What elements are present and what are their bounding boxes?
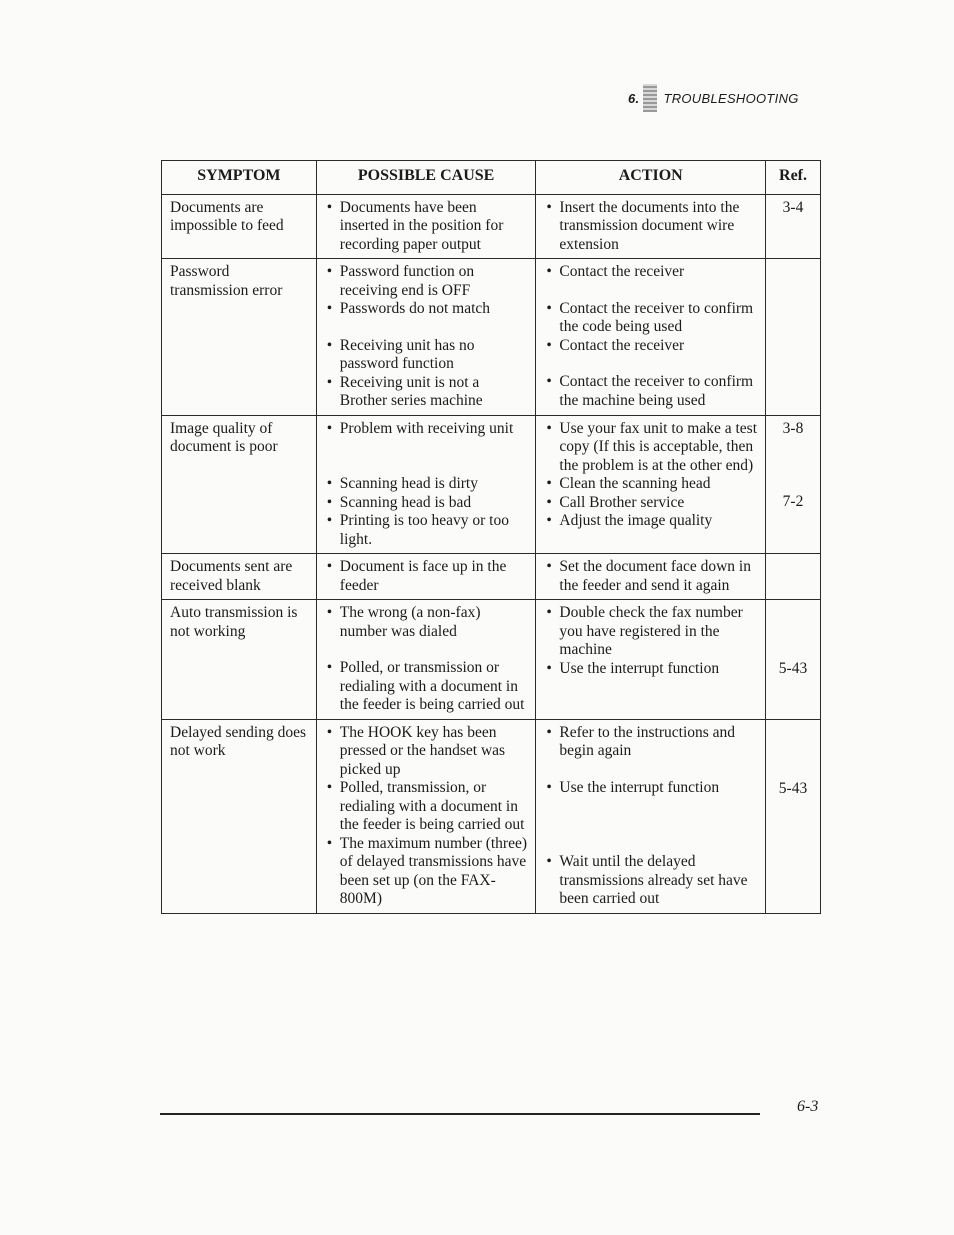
symptom-cell: Image quality of document is poor (162, 415, 317, 554)
ref-cell (766, 554, 821, 600)
cause-item: • The maximum number (three) of delayed transmissions have been set up (on the FAX-800M) (325, 835, 530, 909)
symptom-cell: Password transmission error (162, 259, 317, 416)
cause-cell (316, 600, 536, 720)
action-item: • Use your fax unit to make a test copy (If this is acceptable, then the problem is at the other end) (544, 420, 759, 476)
cause-item: • The HOOK key has been pressed or the handset was picked up (325, 724, 530, 780)
action-item: • Insert the documents into the transmission document wire extension (544, 199, 759, 255)
action-item: • Contact the receiver to confirm the code being used (544, 300, 759, 337)
symptom-cell: Documents sent are received blank (162, 554, 317, 600)
action-cell (536, 600, 766, 720)
table-row (162, 415, 821, 554)
cause-item: • The wrong (a non-fax) number was dialed (325, 604, 530, 641)
action-item: • Use the interrupt function (544, 779, 759, 798)
cause-item: • Password function on receiving end is OFF (325, 263, 530, 300)
action-cell (536, 259, 766, 416)
symptom-cell: Documents are impossible to feed (162, 194, 317, 259)
table-row (162, 194, 821, 259)
action-item: • Set the document face down in the feeder and send it again (544, 558, 759, 595)
action-cell (536, 554, 766, 600)
table-row (162, 600, 821, 720)
cause-cell (316, 194, 536, 259)
cause-item: • Polled, transmission, or redialing with a document in the feeder is being carried out (325, 779, 530, 835)
ref-value: 5-43 (778, 660, 808, 677)
table-row (162, 719, 821, 913)
troubleshooting-table (161, 160, 821, 914)
column-header-action: ACTION (536, 161, 766, 195)
action-item: • Contact the receiver (544, 337, 759, 356)
action-item: • Double check the fax number you have registered in the machine (544, 604, 759, 660)
ref-value: 7-2 (782, 493, 804, 510)
cause-item: • Passwords do not match (325, 300, 530, 319)
column-header-ref: Ref. (766, 161, 821, 195)
ref-cell (766, 600, 821, 720)
cause-item: • Scanning head is dirty (325, 475, 530, 494)
page-number: 6-3 (797, 1098, 819, 1115)
symptom-cell: Delayed sending does not work (162, 719, 317, 913)
ref-cell (766, 194, 821, 259)
cause-cell (316, 415, 536, 554)
cause-item: • Polled, or transmission or redialing with a document in the feeder is being carried out (325, 659, 530, 715)
table-header-row (162, 161, 821, 195)
ref-value: 3-4 (782, 198, 804, 216)
action-item: • Clean the scanning head (544, 475, 759, 494)
action-item: • Contact the receiver to confirm the machine being used (544, 373, 759, 410)
cause-cell (316, 554, 536, 600)
ref-cell (766, 719, 821, 913)
action-item: • Adjust the image quality (544, 512, 759, 531)
action-item: • Call Brother service (544, 494, 759, 513)
action-cell (536, 719, 766, 913)
column-header-symptom: SYMPTOM (162, 161, 317, 195)
action-item: • Wait until the delayed transmissions already set have been carried out (544, 853, 759, 909)
ref-value: 5-43 (778, 779, 808, 797)
cause-item: • Documents have been inserted in the position for recording paper output (325, 199, 530, 255)
action-cell (536, 415, 766, 554)
action-item: • Contact the receiver (544, 263, 759, 282)
action-cell (536, 194, 766, 259)
ref-value: 3-8 (782, 419, 804, 437)
section-title: TROUBLESHOOTING (663, 90, 799, 106)
footer-rule (160, 1113, 760, 1115)
column-header-possible-cause: POSSIBLE CAUSE (316, 161, 536, 195)
cause-item: • Problem with receiving unit (325, 420, 530, 439)
ref-cell (766, 415, 821, 554)
chapter-marker-icon (643, 84, 657, 112)
symptom-cell: Auto transmission is not working (162, 600, 317, 720)
cause-item: • Receiving unit is not a Brother series machine (325, 374, 530, 411)
action-item: • Use the interrupt function (544, 660, 759, 679)
running-header (628, 88, 799, 108)
table-row (162, 554, 821, 600)
cause-cell (316, 259, 536, 416)
cause-item: • Receiving unit has no password function (325, 337, 530, 374)
chapter-number: 6. (628, 90, 640, 106)
action-item: • Refer to the instructions and begin again (544, 724, 759, 761)
cause-cell (316, 719, 536, 913)
cause-item: • Document is face up in the feeder (325, 558, 530, 595)
cause-item: • Scanning head is bad (325, 494, 530, 513)
ref-cell (766, 259, 821, 416)
cause-item: • Printing is too heavy or too light. (325, 512, 530, 549)
table-row (162, 259, 821, 416)
